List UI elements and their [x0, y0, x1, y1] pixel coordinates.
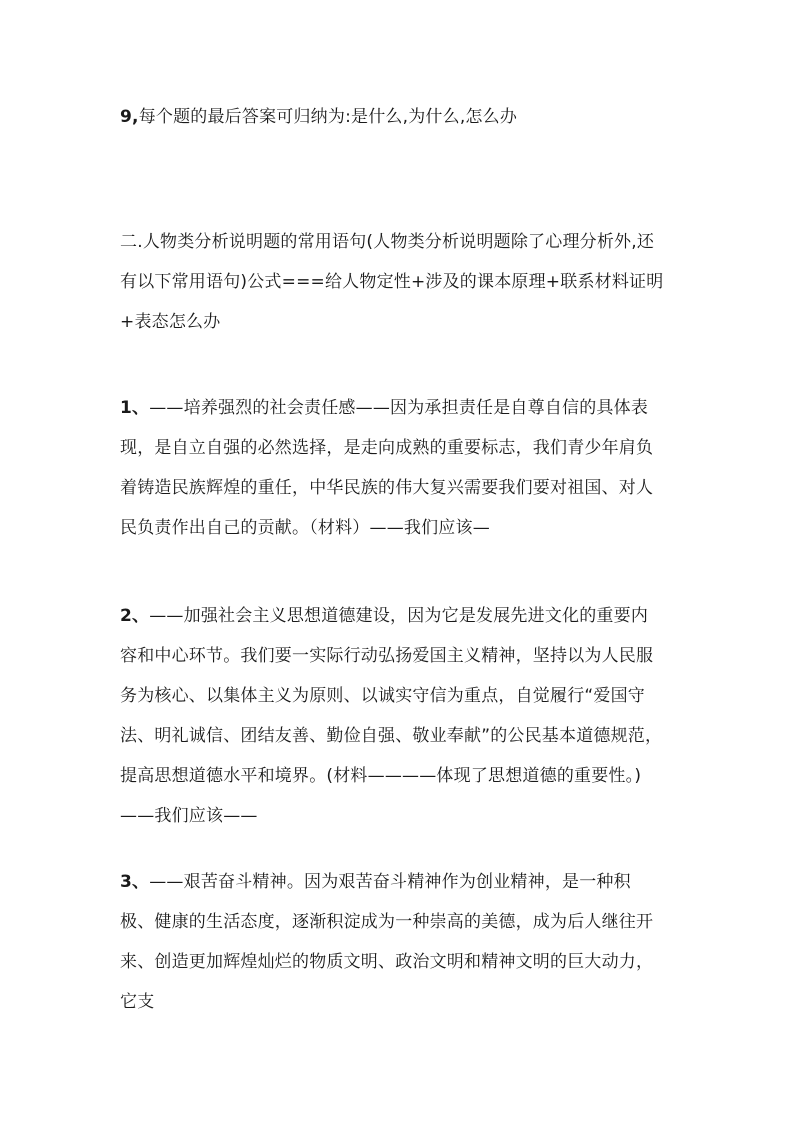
paragraph-text: ——培养强烈的社会责任感——因为承担责任是自尊自信的具体表现，是自立自强的必然选择，是走向成熟的重要标志，我们青少年肩负着铸造民族辉煌的重任，中华民族的伟大复兴需要我们要对祖国、对人民负责作出自己的贡献。（材料）——我们应该—	[120, 398, 654, 538]
paragraph-number: 9,	[120, 107, 139, 127]
paragraph-number: 2、	[120, 606, 150, 626]
paragraph-number: 二.	[120, 232, 143, 252]
paragraph-text: ——艰苦奋斗精神。因为艰苦奋斗精神作为创业精神，是一种积极、健康的生活态度，逐渐积淀成为一种崇高的美德，成为后人继往开来、创造更加辉煌灿烂的物质文明、政治文明和精神文明的巨大动力，它支	[120, 872, 654, 1012]
paragraph-text: 每个题的最后答案可归纳为:是什么,为什么,怎么办	[138, 107, 518, 127]
paragraph-text: ——加强社会主义思想道德建设，因为它是发展先进文化的重要内容和中心环节。我们要一实际行动弘扬爱国主义精神，坚持以为人民服务为核心、以集体主义为原则、以诚实守信为重点，自觉履行“爱国守法、明礼诚信、团结友善、勤俭自强、敬业奉献”的公民基本道德规范，提高思想道德水平和境界。(材料————体现了思想道德的重要性。)——我们应该——	[120, 606, 663, 826]
paragraph-number: 3、	[120, 872, 150, 892]
paragraph-summary	[120, 97, 665, 137]
paragraph-item-1	[120, 388, 665, 548]
paragraph-item-3	[120, 862, 665, 1022]
paragraph-section-heading	[120, 222, 665, 342]
paragraph-number: 1、	[120, 398, 150, 418]
paragraph-item-2	[120, 596, 665, 836]
paragraph-text: 人物类分析说明题的常用语句(人物类分析说明题除了心理分析外,还有以下常用语句)公式===给人物定性+涉及的课本原理+联系材料证明+表态怎么办	[120, 232, 664, 332]
